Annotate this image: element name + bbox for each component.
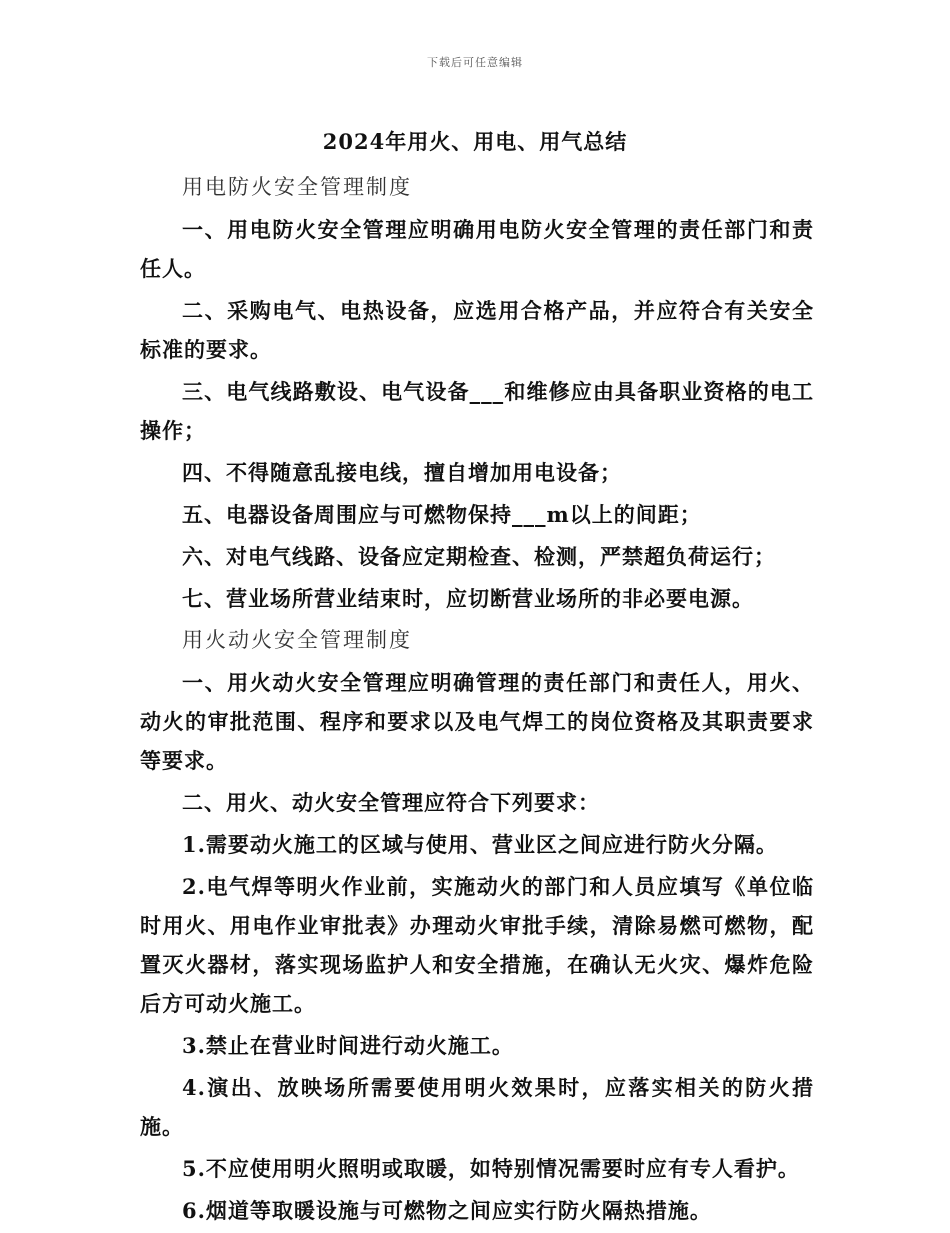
document-title: 2024年用火、用电、用气总结 bbox=[322, 129, 628, 154]
paragraph: 四、不得随意乱接电线，擅自增加用电设备； bbox=[182, 460, 622, 485]
paragraph: 五、电器设备周围应与可燃物保持___m以上的间距； bbox=[182, 502, 702, 527]
list-item: 4.演出、放映场所需要使用明火效果时，应落实相关的防火措施。 bbox=[140, 1075, 814, 1139]
list-item: 1.需要动火施工的区域与使用、营业区之间应进行防火分隔。 bbox=[182, 832, 778, 857]
paragraph: 三、电气线路敷设、电气设备___和维修应由具备职业资格的电工操作； bbox=[140, 379, 814, 443]
paragraph: 一、用电防火安全管理应明确用电防火安全管理的责任部门和责任人。 bbox=[140, 217, 814, 281]
paragraph: 一、用火动火安全管理应明确管理的责任部门和责任人，用火、动火的审批范围、程序和要求以及电气焊工的岗位资格及其职责要求等要求。 bbox=[140, 670, 814, 773]
paragraph: 七、营业场所营业结束时，应切断营业场所的非必要电源。 bbox=[182, 586, 754, 611]
section-heading-electricity: 用电防火安全管理制度 bbox=[182, 175, 412, 199]
paragraph: 二、用火、动火安全管理应符合下列要求： bbox=[182, 790, 600, 815]
list-item: 3.禁止在营业时间进行动火施工。 bbox=[182, 1033, 514, 1058]
paragraph: 二、采购电气、电热设备，应选用合格产品，并应符合有关安全标准的要求。 bbox=[140, 298, 814, 362]
list-item: 2.电气焊等明火作业前，实施动火的部门和人员应填写《单位临时用火、用电作业审批表》办理动火审批手续，清除易燃可燃物，配置灭火器材，落实现场监护人和安全措施，在确认无火灾、爆炸危险后方可动火施工。 bbox=[140, 874, 814, 1016]
section-heading-fire: 用火动火安全管理制度 bbox=[182, 628, 412, 652]
document-body bbox=[140, 168, 814, 1233]
paragraph: 六、对电气线路、设备应定期检查、检测，严禁超负荷运行； bbox=[182, 544, 776, 569]
list-item: 6.烟道等取暖设施与可燃物之间应实行防火隔热措施。 bbox=[182, 1198, 712, 1223]
list-item: 5.不应使用明火照明或取暖，如特别情况需要时应有专人看护。 bbox=[182, 1156, 800, 1181]
header-note: 下载后可任意编辑 bbox=[427, 56, 523, 69]
